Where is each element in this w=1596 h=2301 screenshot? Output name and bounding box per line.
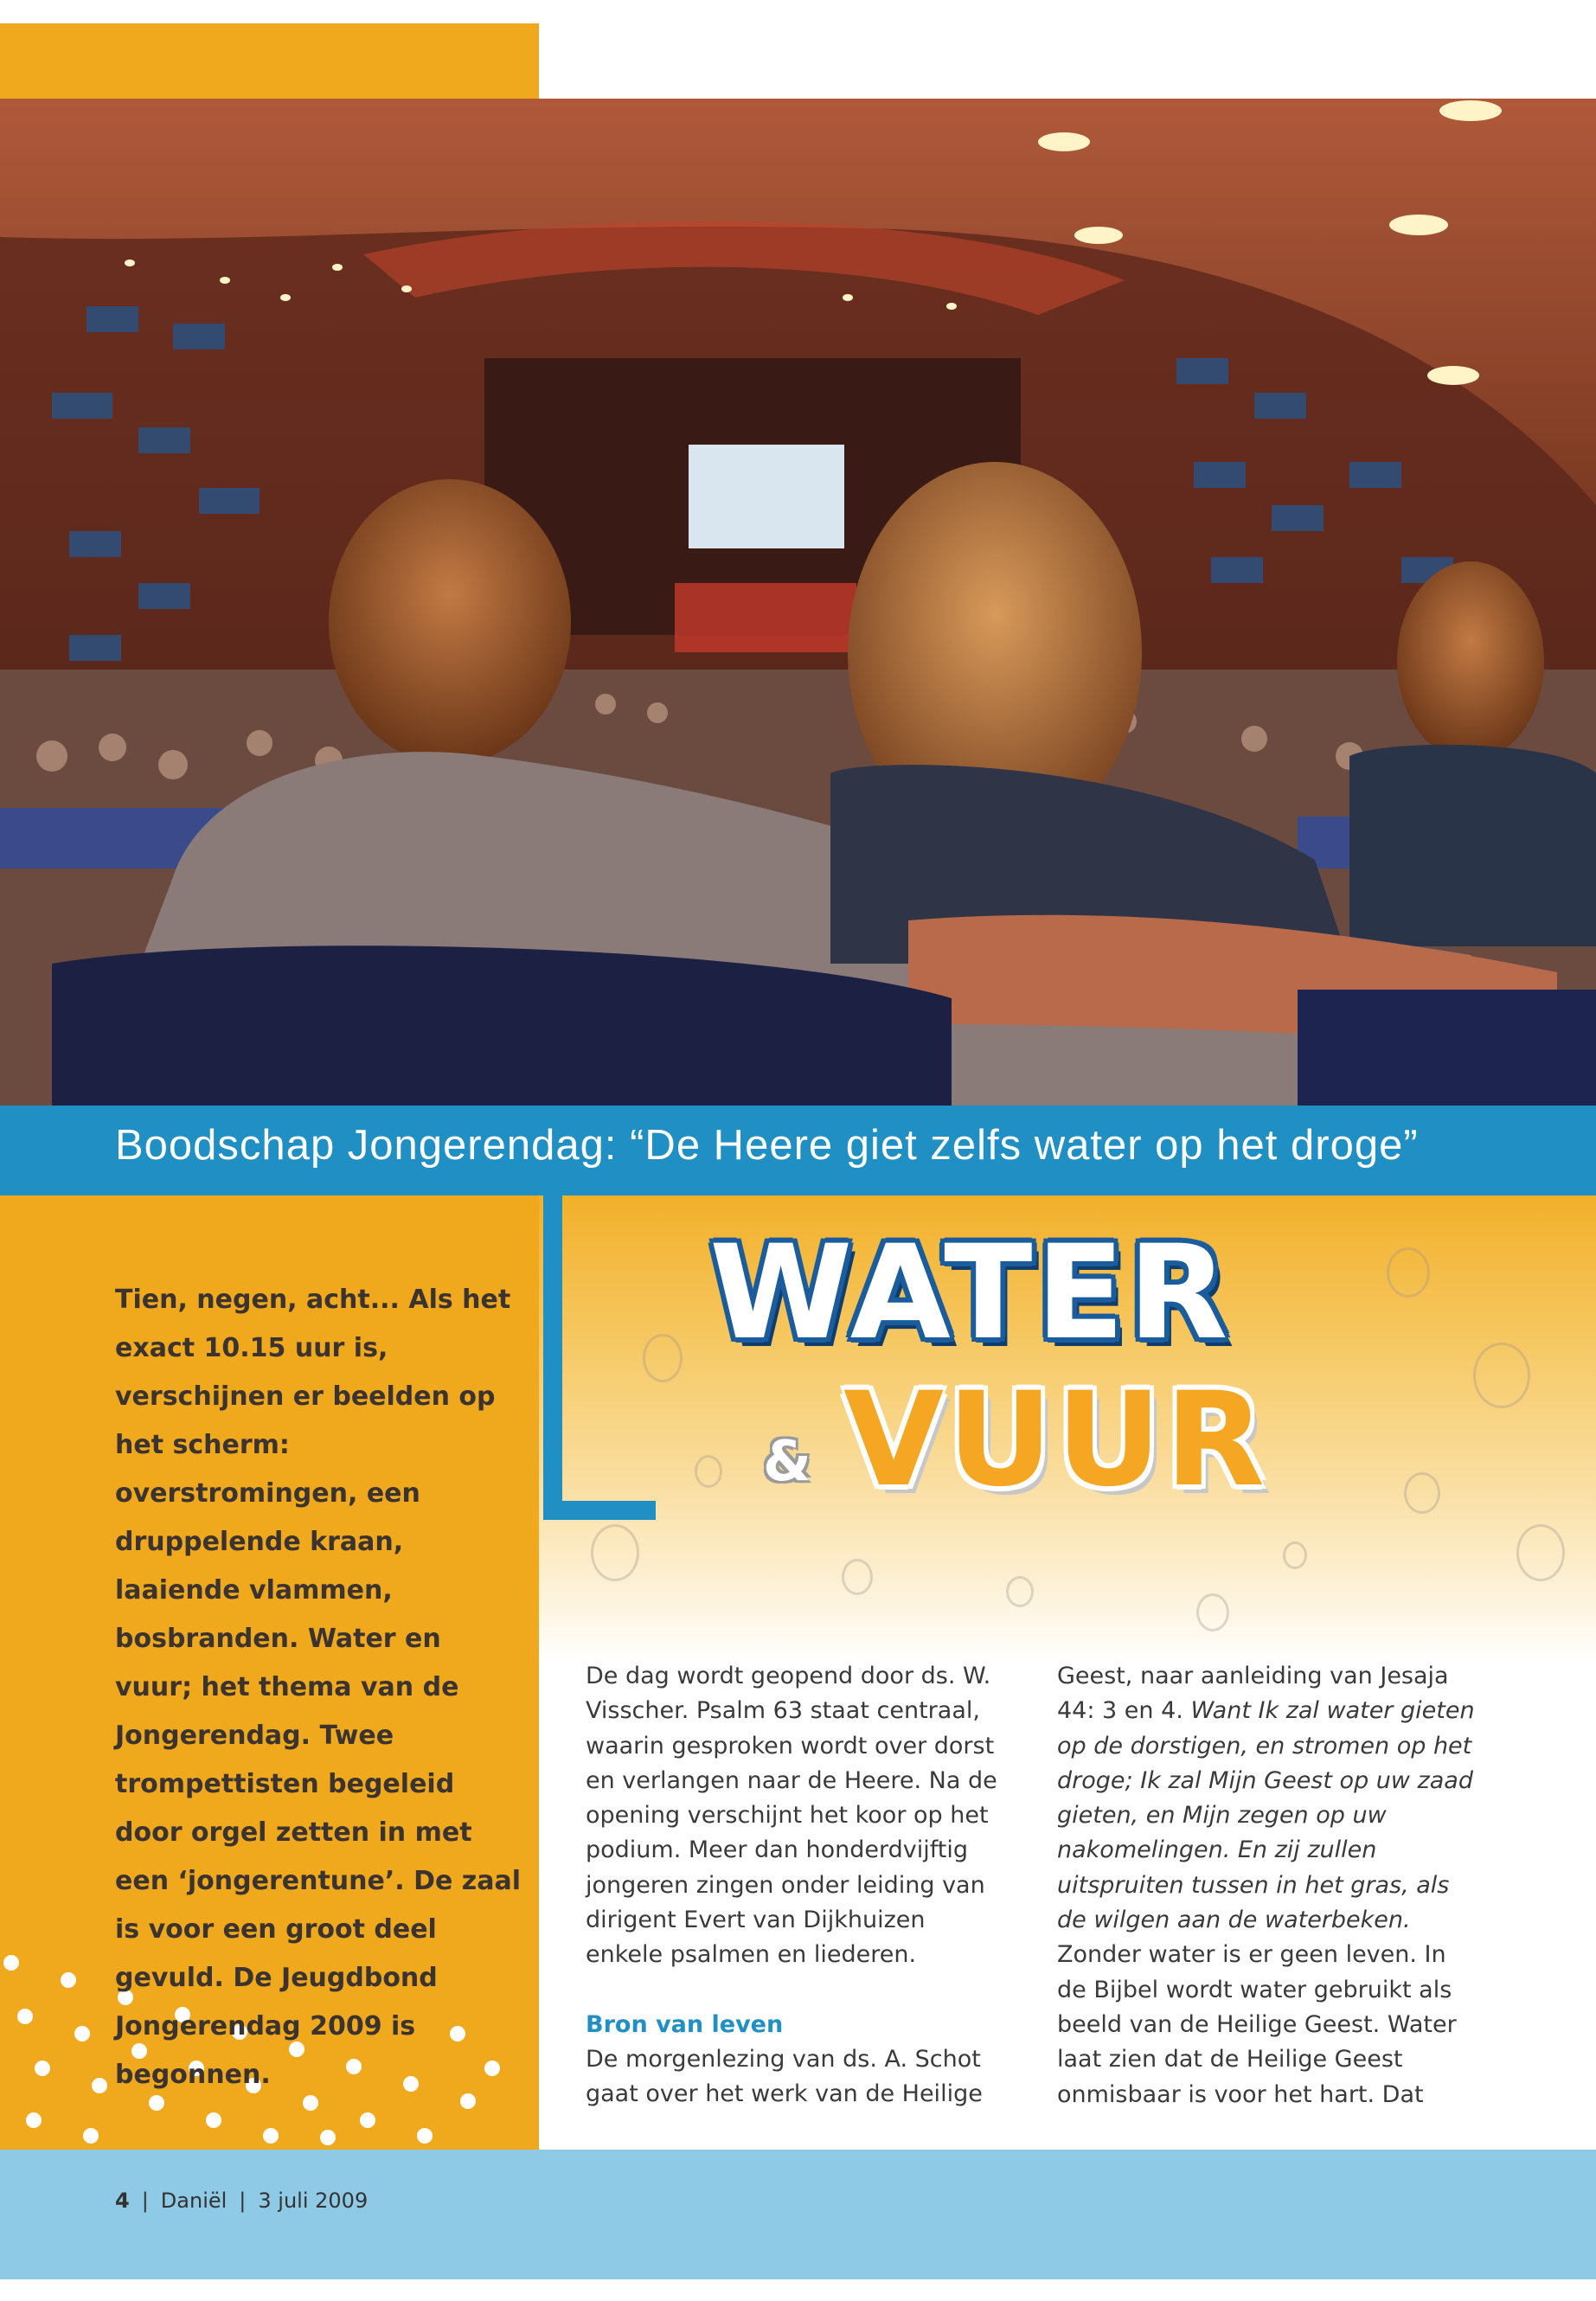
decorative-dot	[61, 1972, 76, 1988]
water-drop	[1516, 1524, 1565, 1581]
blue-bracket	[543, 1195, 562, 1520]
decorative-dot	[92, 2078, 107, 2093]
footer-band	[0, 2150, 1596, 2279]
water-drop	[695, 1455, 722, 1488]
body-paragraph	[1057, 1659, 1481, 1938]
decorative-dot	[26, 2112, 42, 2128]
body-text: Geest, naar aanleiding van Jesaja 44: 3 en 4.	[1057, 1663, 1449, 1725]
article-caption: Boodschap Jongerendag: “De Heere giet zelfs water op het droge”	[115, 1122, 1419, 1169]
water-drop	[1387, 1247, 1430, 1298]
water-drop	[1473, 1343, 1530, 1408]
body-paragraph: De morgenlezing van ds. A. Schot gaat over het werk van de Heilige	[586, 2045, 983, 2108]
body-paragraph: De dag wordt geopend door ds. W. Visscher. Psalm 63 staat centraal, waarin gesproken wordt over dorst en verlangen naar de Heere. Na de opening verschijnt het koor op het podium. Meer dan honderdvijftig jongeren zingen onder leiding van dirigent Evert van Dijkhuizen enkele psalmen en liederen.	[586, 1663, 997, 1969]
decorative-dot	[35, 2061, 50, 2076]
water-drop	[842, 1559, 873, 1595]
water-drop	[591, 1524, 639, 1581]
decorative-dot	[360, 2112, 375, 2128]
decorative-dot	[263, 2128, 279, 2144]
top-accent-tab	[0, 23, 539, 99]
decorative-dot	[74, 2026, 90, 2041]
text-column-2	[1057, 1659, 1481, 2112]
magazine-name: Daniël	[160, 2189, 228, 2213]
water-drop	[1196, 1593, 1229, 1631]
footer-separator: |	[141, 2189, 149, 2213]
auditorium-illustration	[0, 99, 1596, 1106]
page-footer	[115, 2189, 368, 2213]
intro-paragraph: Tien, negen, acht... Als het exact 10.15 uur is, verschijnen er beelden op het scherm: overstromingen, een druppelende kraan, laaiende vlammen, bosbranden. Water en vuur; het thema van de Jongerendag. Twee trompettisten begeleid door orgel zetten in met een ‘jongerentune’. De zaal is voor een groot deel gevuld. De Jeugdbond Jongerendag 2009 is begonnen.	[115, 1285, 522, 2090]
text-column-1	[586, 1659, 1010, 2112]
decorative-dot	[83, 2128, 99, 2144]
issue-date: 3 juli 2009	[258, 2189, 369, 2213]
bible-quote: Want Ik zal water gieten op de dorstigen, en stromen op het droge; Ik zal Mijn Geest op uw zaad gieten, en Mijn zegen op uw nakomelingen. En zij zullen uitspruiten tussen in het gras, als de wilgen aan de waterbeken.	[1057, 1697, 1475, 1934]
title-vuur: VUUR	[843, 1365, 1269, 1516]
decorative-dot	[3, 1955, 19, 1971]
blue-bracket-foot	[543, 1501, 656, 1520]
decorative-dot	[17, 2009, 33, 2024]
decorative-dot	[320, 2130, 336, 2145]
page-number: 4	[115, 2189, 130, 2213]
water-drop	[1006, 1576, 1034, 1607]
auditorium-photo	[0, 99, 1596, 1106]
decorative-dot	[206, 2112, 221, 2128]
water-drop	[1404, 1472, 1440, 1514]
water-drop	[1283, 1541, 1307, 1569]
footer-separator: |	[239, 2189, 247, 2213]
decorative-dot	[417, 2128, 433, 2144]
water-drop	[643, 1334, 683, 1382]
body-paragraph: Zonder water is er geen leven. In de Bijbel wordt water gebruikt als beeld van de Heilige Geest. Water laat zien dat de Heilige Geest onmisbaar is voor het hart. Dat	[1057, 1941, 1457, 2108]
title-ampersand: &	[763, 1430, 811, 1494]
title-water: WATER	[709, 1218, 1232, 1368]
subheading: Bron van leven	[586, 2010, 784, 2038]
